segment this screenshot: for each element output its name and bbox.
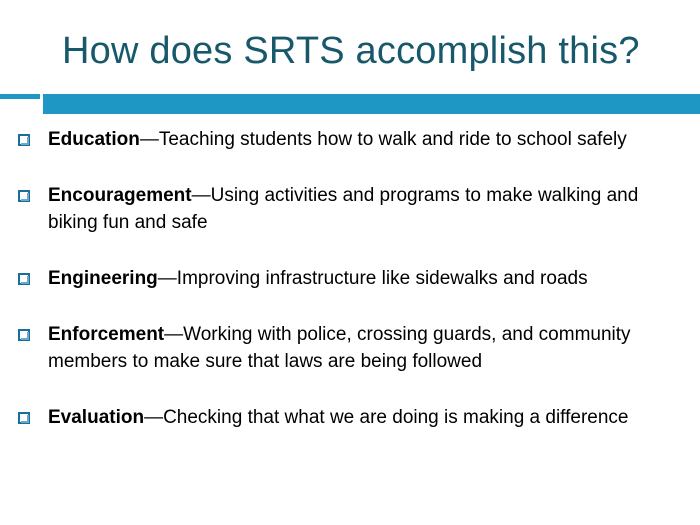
bullet-term: Education (48, 129, 140, 150)
em-dash: — (191, 185, 211, 206)
bullet-text (48, 265, 588, 292)
bullet-text (48, 321, 688, 375)
checkbox-icon (18, 134, 30, 146)
bullet-description: Checking that what we are doing is making a difference (163, 407, 629, 428)
bullet-description: Improving infrastructure like sidewalks and roads (176, 268, 588, 289)
bullet-item-encouragement (18, 182, 688, 236)
bullet-description: Working with police, crossing guards, and community members to make sure that laws are being followed (48, 324, 631, 372)
bullet-item-education (18, 126, 688, 153)
bullet-list (18, 126, 688, 431)
bullet-term: Encouragement (48, 185, 192, 206)
bullet-item-evaluation (18, 404, 688, 431)
em-dash: — (164, 324, 184, 345)
title-divider-bar (43, 94, 700, 114)
checkbox-icon (18, 273, 30, 285)
bullet-description: Using activities and programs to make walking and biking fun and safe (48, 185, 639, 233)
title-divider-left (0, 94, 40, 99)
slide-title: How does SRTS accomplish this? (62, 30, 640, 72)
bullet-text (48, 182, 688, 236)
bullet-item-enforcement (18, 321, 688, 375)
bullet-description: Teaching students how to walk and ride to school safely (158, 129, 627, 150)
bullet-term: Engineering (48, 268, 158, 289)
em-dash: — (157, 268, 177, 289)
bullet-item-engineering (18, 265, 688, 292)
checkbox-icon (18, 412, 30, 424)
checkbox-icon (18, 190, 30, 202)
bullet-term: Evaluation (48, 407, 145, 428)
bullet-text (48, 126, 627, 153)
checkbox-icon (18, 329, 30, 341)
bullet-term: Enforcement (48, 324, 165, 345)
em-dash: — (139, 129, 159, 150)
em-dash: — (144, 407, 164, 428)
bullet-text (48, 404, 629, 431)
